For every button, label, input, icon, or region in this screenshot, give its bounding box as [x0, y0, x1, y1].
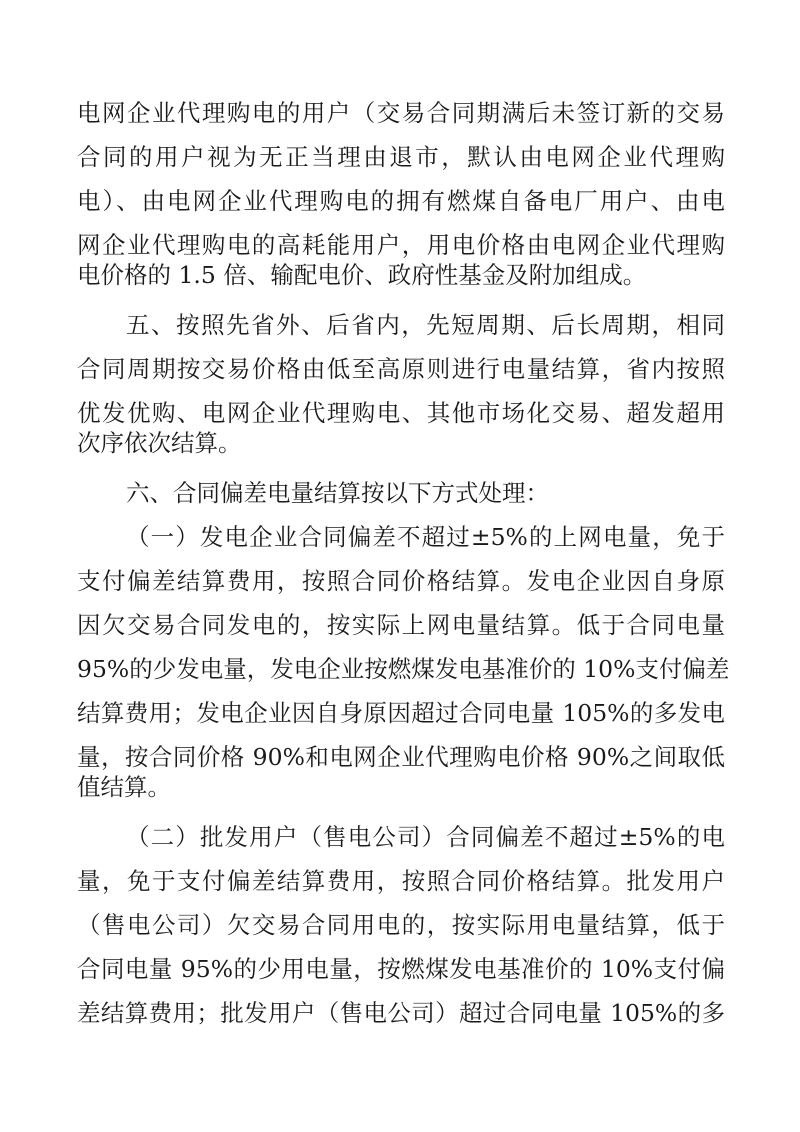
text-line: 量，按合同价格 90%和电网企业代理购电价格 90%之间取低	[77, 743, 725, 771]
text-line: 合同电量 95%的少用电量，按燃煤发电基准价的 10%支付偏	[77, 955, 725, 983]
text-line: 网企业代理购电的高耗能用户，用电价格由电网企业代理购	[77, 231, 725, 259]
paragraph-five-first-line: 五、按照先省外、后省内，先短周期、后长周期，相同	[126, 311, 725, 339]
text-line: 支付偏差结算费用，按照合同价格结算。发电企业因自身原	[77, 567, 725, 595]
paragraph-six-heading: 六、合同偏差电量结算按以下方式处理：	[126, 479, 549, 507]
text-line: 电网企业代理购电的用户（交易合同期满后未签订新的交易	[77, 99, 725, 127]
text-line: 次序依次结算。	[77, 429, 242, 457]
text-line: 电）、由电网企业代理购电的拥有燃煤自备电厂用户、由电	[77, 187, 725, 215]
text-line: 值结算。	[77, 773, 171, 801]
text-line: 优发优购、电网企业代理购电、其他市场化交易、超发超用	[77, 399, 725, 427]
text-line: 合同周期按交易价格由低至高原则进行电量结算，省内按照	[77, 355, 725, 383]
text-line: 差结算费用；批发用户（售电公司）超过合同电量 105%的多	[77, 999, 725, 1027]
subsection-two-first-line: （二）批发用户（售电公司）合同偏差不超过±5%的电	[126, 823, 725, 851]
text-line: 合同的用户视为无正当理由退市，默认由电网企业代理购	[77, 143, 725, 171]
text-line: 结算费用；发电企业因自身原因超过合同电量 105%的多发电	[77, 699, 725, 727]
subsection-one-first-line: （一）发电企业合同偏差不超过±5%的上网电量，免于	[126, 523, 725, 551]
text-line: （售电公司）欠交易合同用电的，按实际用电量结算，低于	[77, 911, 725, 939]
text-line: 95%的少发电量，发电企业按燃煤发电基准价的 10%支付偏差	[77, 655, 730, 683]
text-line: 电价格的 1.5 倍、输配电价、政府性基金及附加组成。	[77, 261, 647, 289]
text-line: 因欠交易合同发电的，按实际上网电量结算。低于合同电量	[77, 611, 725, 639]
text-line: 量，免于支付偏差结算费用，按照合同价格结算。批发用户	[77, 867, 725, 895]
